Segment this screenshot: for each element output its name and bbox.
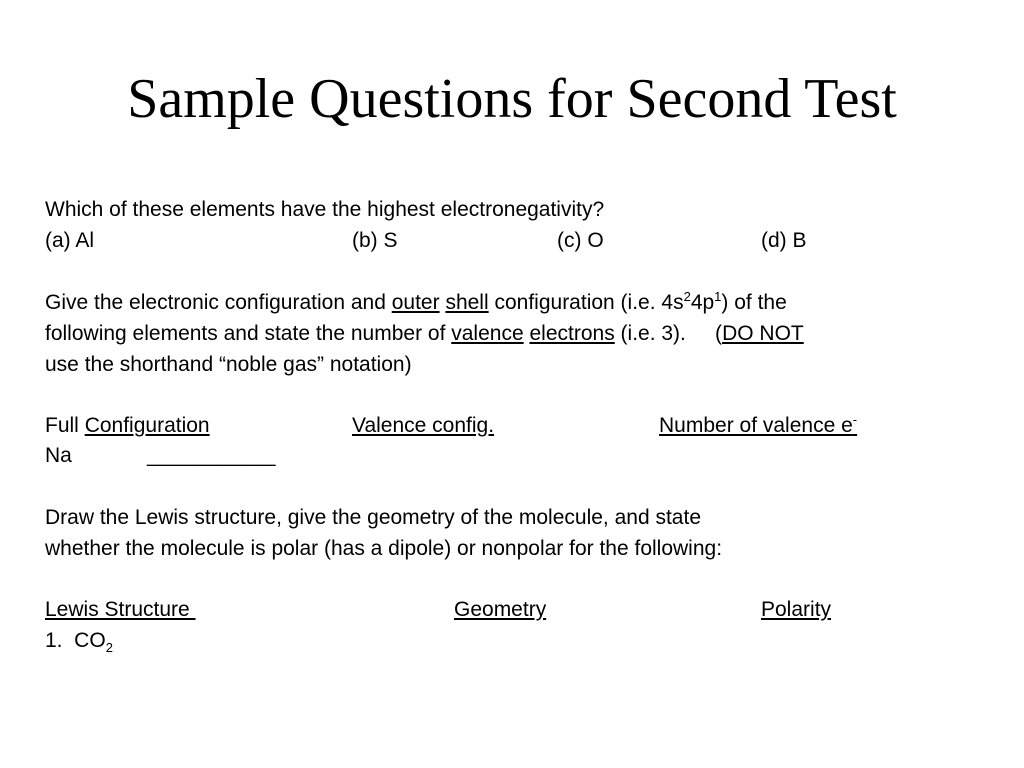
option-c: (c) O xyxy=(557,229,604,252)
answer-blank: ___________ xyxy=(147,444,276,467)
slide-title: Sample Questions for Second Test xyxy=(127,68,897,130)
superscript: 1 xyxy=(714,289,722,304)
question-2-line-1 xyxy=(45,290,787,316)
config-table-row-na xyxy=(45,443,945,469)
question-2-line-3: use the shorthand “noble gas” notation) xyxy=(45,353,412,376)
option-a: (a) Al xyxy=(45,229,95,252)
text-segment: (i.e. 3). ( xyxy=(614,322,723,345)
shell-term: shell xyxy=(445,291,489,314)
superscript: - xyxy=(852,412,858,427)
question-1-prompt: Which of these elements have the highest electronegativity? xyxy=(45,198,605,221)
text-segment: configuration (i.e. 4s xyxy=(488,291,684,314)
col-polarity: Polarity xyxy=(761,598,832,621)
configuration-label: Configuration xyxy=(84,414,210,437)
option-d: (d) B xyxy=(761,229,807,252)
do-not-term: DO NOT xyxy=(722,322,804,345)
question-3-line-2: whether the molecule is polar (has a dipole) or nonpolar for the following: xyxy=(45,537,723,560)
outer-term: outer xyxy=(391,291,440,314)
col-full-configuration xyxy=(45,413,210,439)
lewis-table-row-1 xyxy=(45,628,113,654)
lewis-table-header xyxy=(45,597,945,623)
molecule-co2: 1. CO xyxy=(45,629,106,652)
question-3-line-1: Draw the Lewis structure, give the geometry of the molecule, and state xyxy=(45,506,701,529)
option-b: (b) S xyxy=(352,229,398,252)
superscript: 2 xyxy=(683,289,691,304)
col-geometry: Geometry xyxy=(454,598,547,621)
text-segment: ) of the xyxy=(721,291,787,314)
text-segment: Full xyxy=(45,414,85,437)
valence-term: valence xyxy=(451,322,524,345)
text-segment: Number of valence e xyxy=(659,414,853,437)
col-valence-config: Valence config. xyxy=(352,414,495,437)
col-lewis-structure: Lewis Structure xyxy=(45,598,196,621)
text-segment: 4p xyxy=(690,291,715,314)
question-2-line-2 xyxy=(45,321,804,347)
question-1-options xyxy=(45,228,945,254)
electrons-term: electrons xyxy=(529,322,615,345)
config-table-header xyxy=(45,413,945,439)
element-na: Na xyxy=(45,444,72,467)
subscript: 2 xyxy=(105,640,113,655)
text-segment: Give the electronic configuration and xyxy=(45,291,392,314)
text-segment: following elements and state the number of xyxy=(45,322,452,345)
col-number-valence xyxy=(659,413,857,439)
